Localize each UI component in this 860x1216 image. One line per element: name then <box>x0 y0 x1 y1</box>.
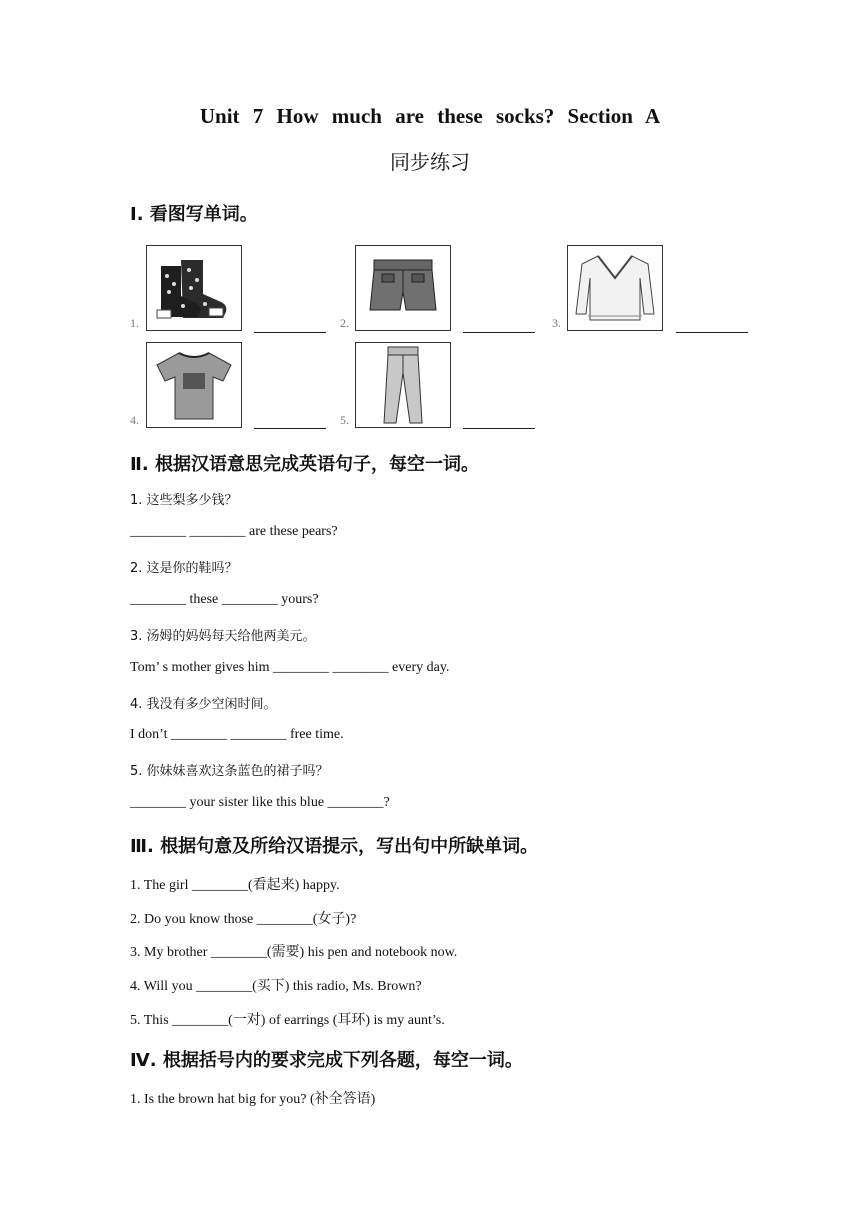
section-1-heading: Ⅰ. 看图写单词。 <box>130 204 258 225</box>
section-2-line: ________ your sister like this blue ________? <box>130 795 390 810</box>
section-3-heading: Ⅲ. 根据句意及所给汉语提示，写出句中所缺单词。 <box>130 836 539 857</box>
item-3-number: 3. <box>552 316 561 330</box>
section-2-line: 4. 我没有多少空闲时间。 <box>130 697 277 712</box>
item-2-answer-blank[interactable] <box>463 331 535 333</box>
section-3-line: 5. This ________(一对) of earrings (耳环) is my aunt’s. <box>130 1013 445 1028</box>
section-3-line: 1. The girl ________(看起来) happy. <box>130 878 340 893</box>
section-2-line: ________ ________ are these pears? <box>130 524 338 539</box>
item-3-answer-blank[interactable] <box>676 331 748 333</box>
page-subtitle: 同步练习 <box>390 150 470 174</box>
item-4-answer-blank[interactable] <box>254 427 326 429</box>
item-5-answer-blank[interactable] <box>463 427 535 429</box>
item-2-number: 2. <box>340 316 349 330</box>
section-2-line: 2. 这是你的鞋吗？ <box>130 561 238 576</box>
section-4-line: 1. Is the brown hat big for you? (补全答语) <box>130 1092 376 1107</box>
socks-icon <box>146 245 242 331</box>
section-3-line: 4. Will you ________(买下) this radio, Ms. Brown? <box>130 979 422 994</box>
section-3-line: 3. My brother ________(需要) his pen and notebook now. <box>130 945 458 960</box>
item-4-number: 4. <box>130 413 139 427</box>
shorts-icon <box>355 245 451 331</box>
tshirt-icon <box>146 342 242 428</box>
section-2-line: ________ these ________ yours? <box>130 592 319 607</box>
section-2-line: I don’t ________ ________ free time. <box>130 727 344 742</box>
section-2-line: Tom’ s mother gives him ________ ________ every day. <box>130 660 450 675</box>
section-4-heading: Ⅳ. 根据括号内的要求完成下列各题，每空一词。 <box>130 1050 523 1071</box>
section-2-line: 1. 这些梨多少钱？ <box>130 493 238 508</box>
section-2-heading: Ⅱ. 根据汉语意思完成英语句子，每空一词。 <box>130 454 479 475</box>
section-2-line: 3. 汤姆的妈妈每天给他两美元。 <box>130 629 316 644</box>
sweater-icon <box>567 245 663 331</box>
page-title: Unit 7 How much are these socks? Section A <box>199 104 661 128</box>
item-1-answer-blank[interactable] <box>254 331 326 333</box>
item-5-number: 5. <box>340 413 349 427</box>
section-3-line: 2. Do you know those ________(女子)? <box>130 912 357 927</box>
section-2-line: 5. 你妹妹喜欢这条蓝色的裙子吗？ <box>130 764 329 779</box>
trousers-icon <box>355 342 451 428</box>
item-1-number: 1. <box>130 316 139 330</box>
